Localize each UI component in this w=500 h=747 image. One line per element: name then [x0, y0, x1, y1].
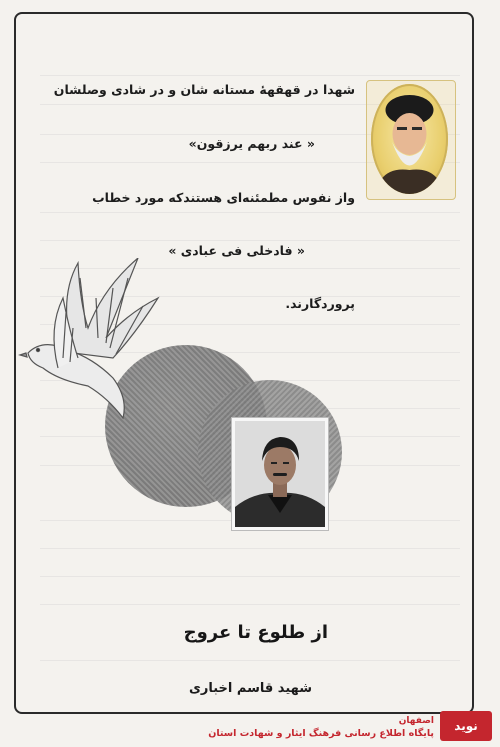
martyr-photo [232, 418, 328, 530]
logo-city: اصفهان [398, 716, 434, 726]
martyr-name: شهید قاسم اخباری [188, 681, 312, 696]
site-watermark [208, 705, 492, 741]
quote-line-2: « عند ربهم یرزقون» [188, 136, 315, 151]
logo-site-name: پایگاه اطلاع رسانی فرهنگ ایثار و شهادت استان [208, 728, 434, 739]
cleric-portrait [371, 84, 448, 194]
quote-line-4: « فادخلی فی عبادی » [168, 243, 305, 258]
logo-badge: نوید [440, 711, 492, 741]
quote-line-5: پروردگارند. [285, 296, 355, 311]
dove-illustration [18, 258, 168, 428]
quote-line-1: شهدا در قهقهۀ مستانه شان و در شادی وصلشان [53, 82, 355, 97]
quote-line-3: واز نفوس مطمئنه‌ای هستندکه مورد خطاب [92, 190, 355, 205]
book-title: از طلوع تا عروج [183, 622, 328, 643]
